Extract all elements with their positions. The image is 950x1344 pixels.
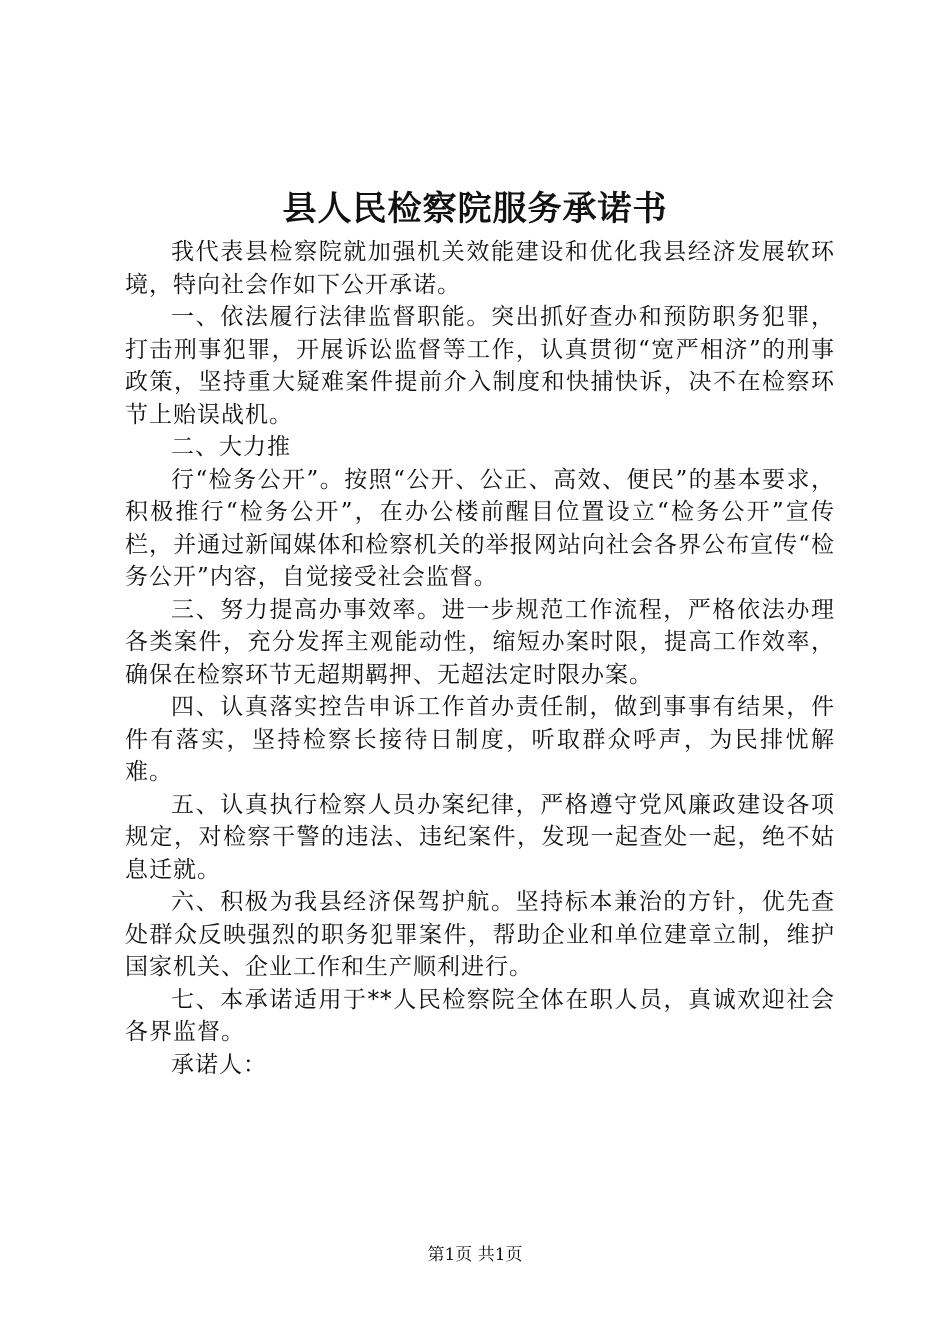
paragraph-item-2-body: 行“检务公开”。按照“公开、公正、高效、便民”的基本要求，积极推行“检务公开”，在办公楼前醒目位置设立“检务公开”宣传栏，并通过新闻媒体和检察机关的举报网站向社会各界公布宣传“检务公开”内容，自觉接受社会监督。 <box>125 466 835 590</box>
paragraph-item-7: 七、本承诺适用于**人民检察院全体在职人员，真诚欢迎社会各界监督。 <box>125 986 835 1045</box>
signature-line: 承诺人： <box>171 1051 267 1078</box>
paragraph-item-2-heading: 二、大力推 <box>171 434 291 460</box>
paragraph-item-4: 四、认真落实控告申诉工作首办责任制，做到事事有结果，件件有落实，坚持检察长接待日制度，听取群众呼声，为民排忧解难。 <box>125 694 835 785</box>
document-title: 县人民检察院服务承诺书 <box>282 189 668 229</box>
paragraph-item-6: 六、积极为我县经济保驾护航。坚持标本兼治的方针，优先查处群众反映强烈的职务犯罪案件，帮助企业和单位建章立制，维护国家机关、企业工作和生产顺利进行。 <box>125 889 835 980</box>
paragraph-item-1: 一、依法履行法律监督职能。突出抓好查办和预防职务犯罪，打击刑事犯罪，开展诉讼监督等工作，认真贯彻“宽严相济”的刑事政策，坚持重大疑难案件提前介入制度和快捕快诉，决不在检察环节上贻误战机。 <box>125 304 835 428</box>
paragraph-item-3: 三、努力提高办事效率。进一步规范工作流程，严格依法办理各类案件，充分发挥主观能动性，缩短办案时限，提高工作效率，确保在检察环节无超期羁押、无超法定时限办案。 <box>125 596 835 688</box>
paragraph-item-5: 五、认真执行检察人员办案纪律，严格遵守党风廉政建设各项规定，对检察干警的违法、违纪案件，发现一起查处一起，绝不姑息迁就。 <box>125 791 835 883</box>
document-body <box>125 236 835 1081</box>
page-footer: 第1页 共1页 <box>427 1245 523 1265</box>
paragraph-intro: 我代表县检察院就加强机关效能建设和优化我县经济发展软环境，特向社会作如下公开承诺。 <box>125 239 835 298</box>
